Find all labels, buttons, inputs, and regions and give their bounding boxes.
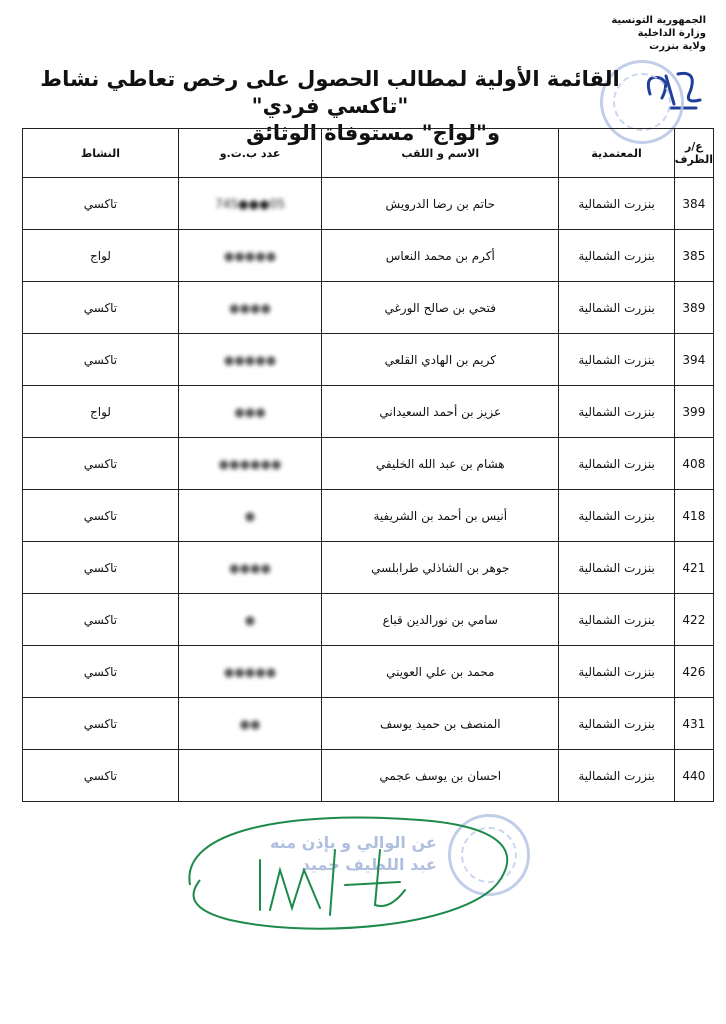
cell-id: [178, 282, 321, 334]
cell-id: [178, 594, 321, 646]
table-row: [23, 698, 714, 750]
cell-name: احسان بن يوسف عجمي: [322, 750, 559, 802]
cell-delegation: بنزرت الشمالية: [559, 230, 674, 282]
cell-id: [178, 178, 321, 230]
redacted-id: ●: [244, 612, 256, 627]
cell-delegation: بنزرت الشمالية: [559, 490, 674, 542]
cell-id: [178, 698, 321, 750]
table-row: [23, 178, 714, 230]
title-line-2: و"لواج" مستوفاة الوثائق: [246, 121, 500, 145]
redacted-id: 05●●●745: [215, 196, 285, 211]
cell-delegation: بنزرت الشمالية: [559, 542, 674, 594]
cell-activity: لواج: [23, 386, 179, 438]
table-row: [23, 646, 714, 698]
cell-envelope: 385: [674, 230, 713, 282]
cell-name: محمد بن علي العويني: [322, 646, 559, 698]
stamp-line-2: عبد اللطيف حميد: [301, 855, 437, 874]
cell-activity: تاكسي: [23, 646, 179, 698]
cell-id: [178, 646, 321, 698]
cell-delegation: بنزرت الشمالية: [559, 178, 674, 230]
cell-envelope: 422: [674, 594, 713, 646]
cell-name: جوهر بن الشاذلي طرابلسي: [322, 542, 559, 594]
cell-delegation: بنزرت الشمالية: [559, 646, 674, 698]
cell-activity: تاكسي: [23, 490, 179, 542]
cell-name: فتحي بن صالح الورغي: [322, 282, 559, 334]
cell-envelope: 440: [674, 750, 713, 802]
cell-id: [178, 542, 321, 594]
stamp-line-1: عن الوالي و بإذن منه: [270, 833, 437, 852]
cell-envelope: 389: [674, 282, 713, 334]
table-row: [23, 490, 714, 542]
cell-name: هشام بن عبد الله الخليفي: [322, 438, 559, 490]
cell-activity: تاكسي: [23, 594, 179, 646]
cell-activity: تاكسي: [23, 438, 179, 490]
header-envelope: ع/ر الظرف: [674, 129, 713, 178]
cell-envelope: 394: [674, 334, 713, 386]
cell-id: [178, 490, 321, 542]
cell-delegation: بنزرت الشمالية: [559, 438, 674, 490]
cell-envelope: 421: [674, 542, 713, 594]
cell-name: حاتم بن رضا الدرويش: [322, 178, 559, 230]
cell-name: عزيز بن أحمد السعيداني: [322, 386, 559, 438]
cell-delegation: بنزرت الشمالية: [559, 698, 674, 750]
redacted-id: ●●●●: [229, 300, 271, 315]
cell-name: المنصف بن حميد يوسف: [322, 698, 559, 750]
applicants-table: [22, 128, 714, 802]
header-delegation: المعتمدية: [559, 129, 674, 178]
header-id: عدد ب.ت.و: [178, 129, 321, 178]
cell-activity: تاكسي: [23, 334, 179, 386]
cell-activity: تاكسي: [23, 178, 179, 230]
header-governorate: ولاية بنزرت: [649, 41, 706, 52]
cell-name: أكرم بن محمد النعاس: [322, 230, 559, 282]
cell-id: [178, 386, 321, 438]
table-header-row: [23, 129, 714, 178]
cell-id: [178, 230, 321, 282]
redacted-id: ●●●: [234, 404, 266, 419]
cell-envelope: 426: [674, 646, 713, 698]
cell-id: [178, 334, 321, 386]
cell-activity: تاكسي: [23, 698, 179, 750]
header-name: الاسم و اللقب: [322, 129, 559, 178]
cell-delegation: بنزرت الشمالية: [559, 386, 674, 438]
title-line-1: القائمة الأولية لمطالب الحصول على رخص تعاطي نشاط "تاكسي فردي": [40, 67, 620, 118]
cell-delegation: بنزرت الشمالية: [559, 750, 674, 802]
cell-envelope: 399: [674, 386, 713, 438]
table-row: [23, 282, 714, 334]
handwritten-signature: [170, 790, 530, 950]
cell-delegation: بنزرت الشمالية: [559, 282, 674, 334]
table-row: [23, 438, 714, 490]
redacted-id: ●●●●●: [223, 352, 277, 367]
redacted-id: ●●●●: [229, 560, 271, 575]
table-row: [23, 594, 714, 646]
cell-delegation: بنزرت الشمالية: [559, 334, 674, 386]
table-row: [23, 334, 714, 386]
table-row: [23, 542, 714, 594]
ministry-header: [506, 14, 706, 53]
header-republic: الجمهورية التونسية: [611, 15, 706, 26]
cell-delegation: بنزرت الشمالية: [559, 594, 674, 646]
cell-name: أنيس بن أحمد بن الشريفية: [322, 490, 559, 542]
table-row: [23, 230, 714, 282]
cell-envelope: 431: [674, 698, 713, 750]
cell-activity: تاكسي: [23, 542, 179, 594]
redacted-id: ●●: [239, 716, 261, 731]
cell-name: سامي بن نورالدين قباع: [322, 594, 559, 646]
header-ministry: وزارة الداخلية: [637, 28, 706, 39]
cell-name: كريم بن الهادي القلعي: [322, 334, 559, 386]
redacted-id: ●: [244, 508, 256, 523]
cell-activity: تاكسي: [23, 750, 179, 802]
cell-envelope: 408: [674, 438, 713, 490]
redacted-id: ●●●●●: [223, 664, 277, 679]
table-row: [23, 386, 714, 438]
cell-envelope: 384: [674, 178, 713, 230]
cell-id: [178, 438, 321, 490]
redacted-id: ●●●●●: [223, 248, 277, 263]
cell-envelope: 418: [674, 490, 713, 542]
header-activity: النشاط: [23, 129, 179, 178]
cell-activity: تاكسي: [23, 282, 179, 334]
cell-activity: لواج: [23, 230, 179, 282]
redacted-id: ●●●●●●: [218, 456, 282, 471]
